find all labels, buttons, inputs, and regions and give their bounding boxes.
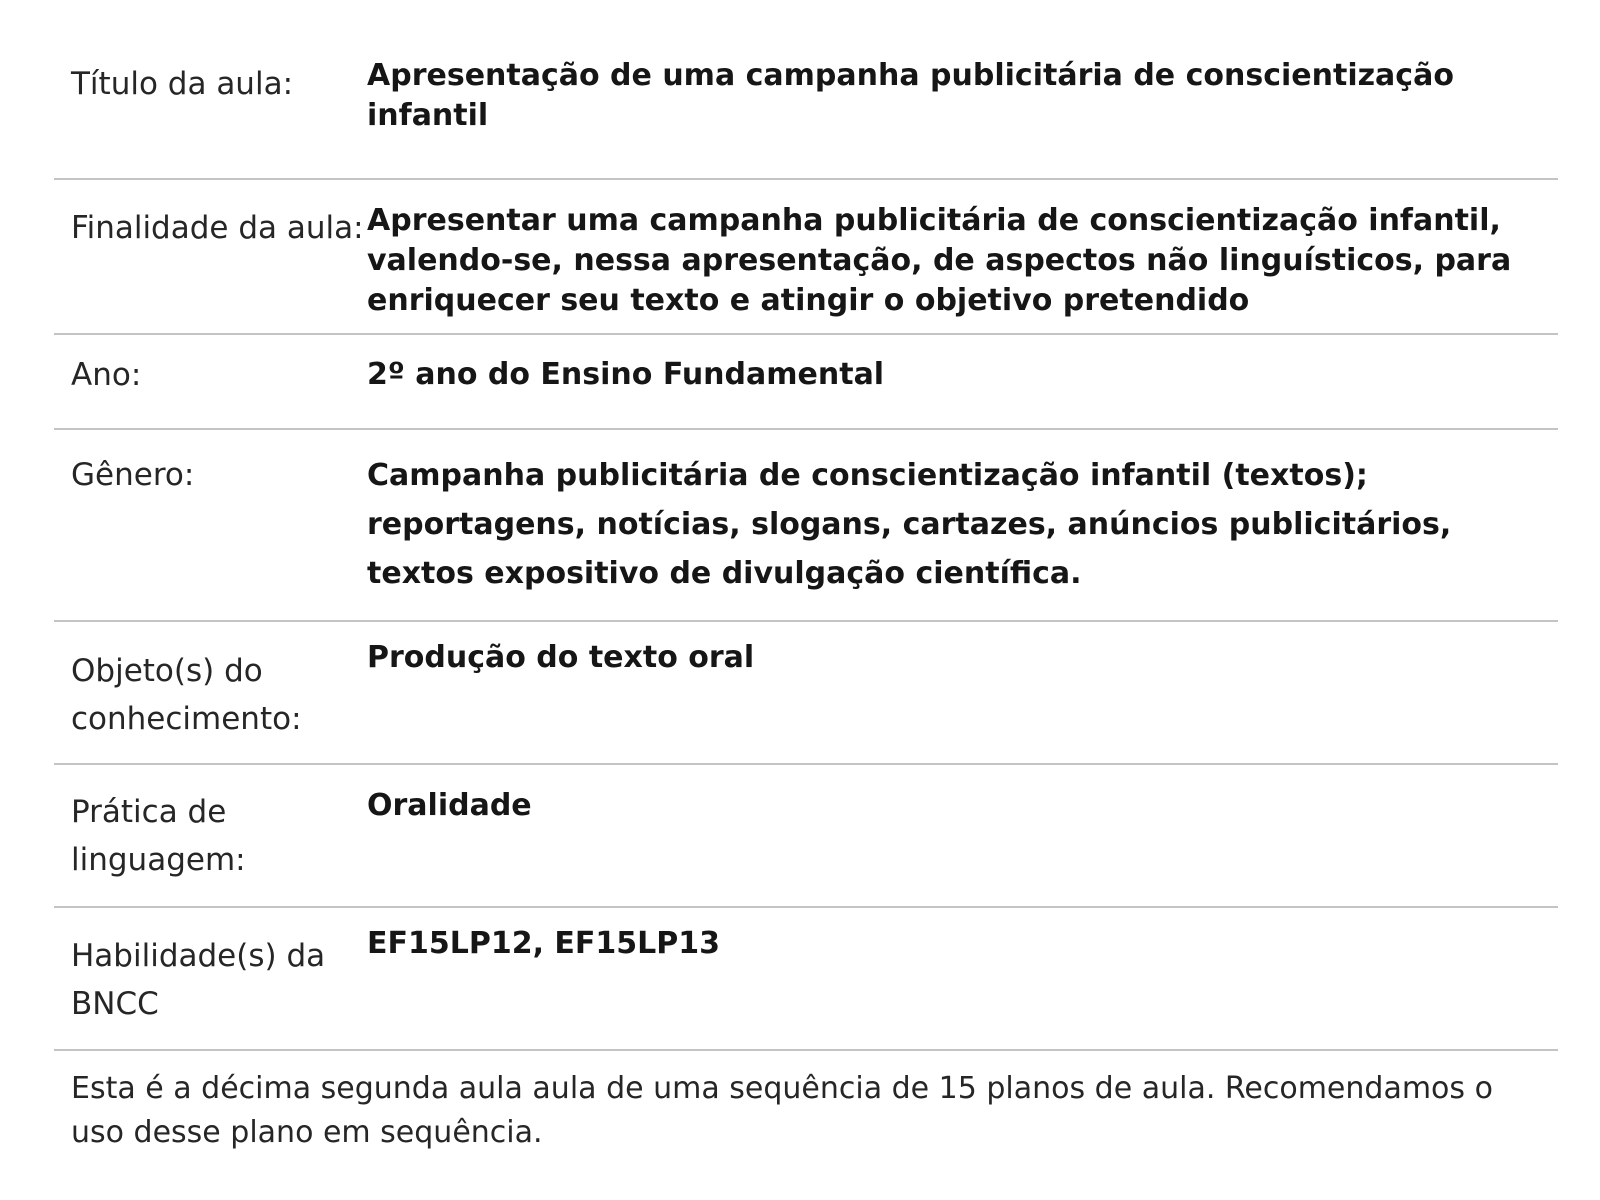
language-practice-value: Oralidade bbox=[367, 788, 532, 823]
bncc-skills-row bbox=[54, 908, 1558, 1051]
sequence-note: Esta é a décima segunda aula aula de uma sequência de 15 planos de aula. Recomendamos o uso desse plano em sequência. bbox=[71, 1071, 1493, 1150]
lesson-purpose-label: Finalidade da aula: bbox=[71, 210, 364, 246]
lesson-title-label: Título da aula: bbox=[71, 66, 294, 102]
genre-value: Campanha publicitária de conscientização infantil (textos); reportagens, notícias, slogans, cartazes, anúncios publicitários, textos expositivo de divulgação científica. bbox=[367, 458, 1452, 591]
school-year-label: Ano: bbox=[71, 357, 142, 393]
lesson-title-value: Apresentação de uma campanha publicitária de conscientização infantil bbox=[367, 58, 1454, 133]
knowledge-object-value: Produção do texto oral bbox=[367, 640, 755, 675]
knowledge-object-label: Objeto(s) do conhecimento: bbox=[71, 653, 302, 737]
lesson-plan-table bbox=[54, 0, 1558, 1155]
knowledge-object-row bbox=[54, 622, 1558, 765]
lesson-purpose-row bbox=[54, 180, 1558, 335]
school-year-row bbox=[54, 335, 1558, 430]
lesson-title-row bbox=[54, 0, 1558, 180]
genre-label: Gênero: bbox=[71, 457, 195, 493]
bncc-skills-label: Habilidade(s) da BNCC bbox=[71, 938, 326, 1022]
language-practice-label: Prática de linguagem: bbox=[71, 794, 246, 878]
lesson-purpose-value: Apresentar uma campanha publicitária de conscientização infantil, valendo-se, nessa apresentação, de aspectos não linguísticos, para enriquecer seu texto e atingir o objetivo pretendido bbox=[367, 203, 1512, 318]
bncc-skills-value: EF15LP12, EF15LP13 bbox=[367, 926, 721, 961]
genre-row bbox=[54, 430, 1558, 622]
language-practice-row bbox=[54, 765, 1558, 908]
school-year-value: 2º ano do Ensino Fundamental bbox=[367, 357, 885, 392]
